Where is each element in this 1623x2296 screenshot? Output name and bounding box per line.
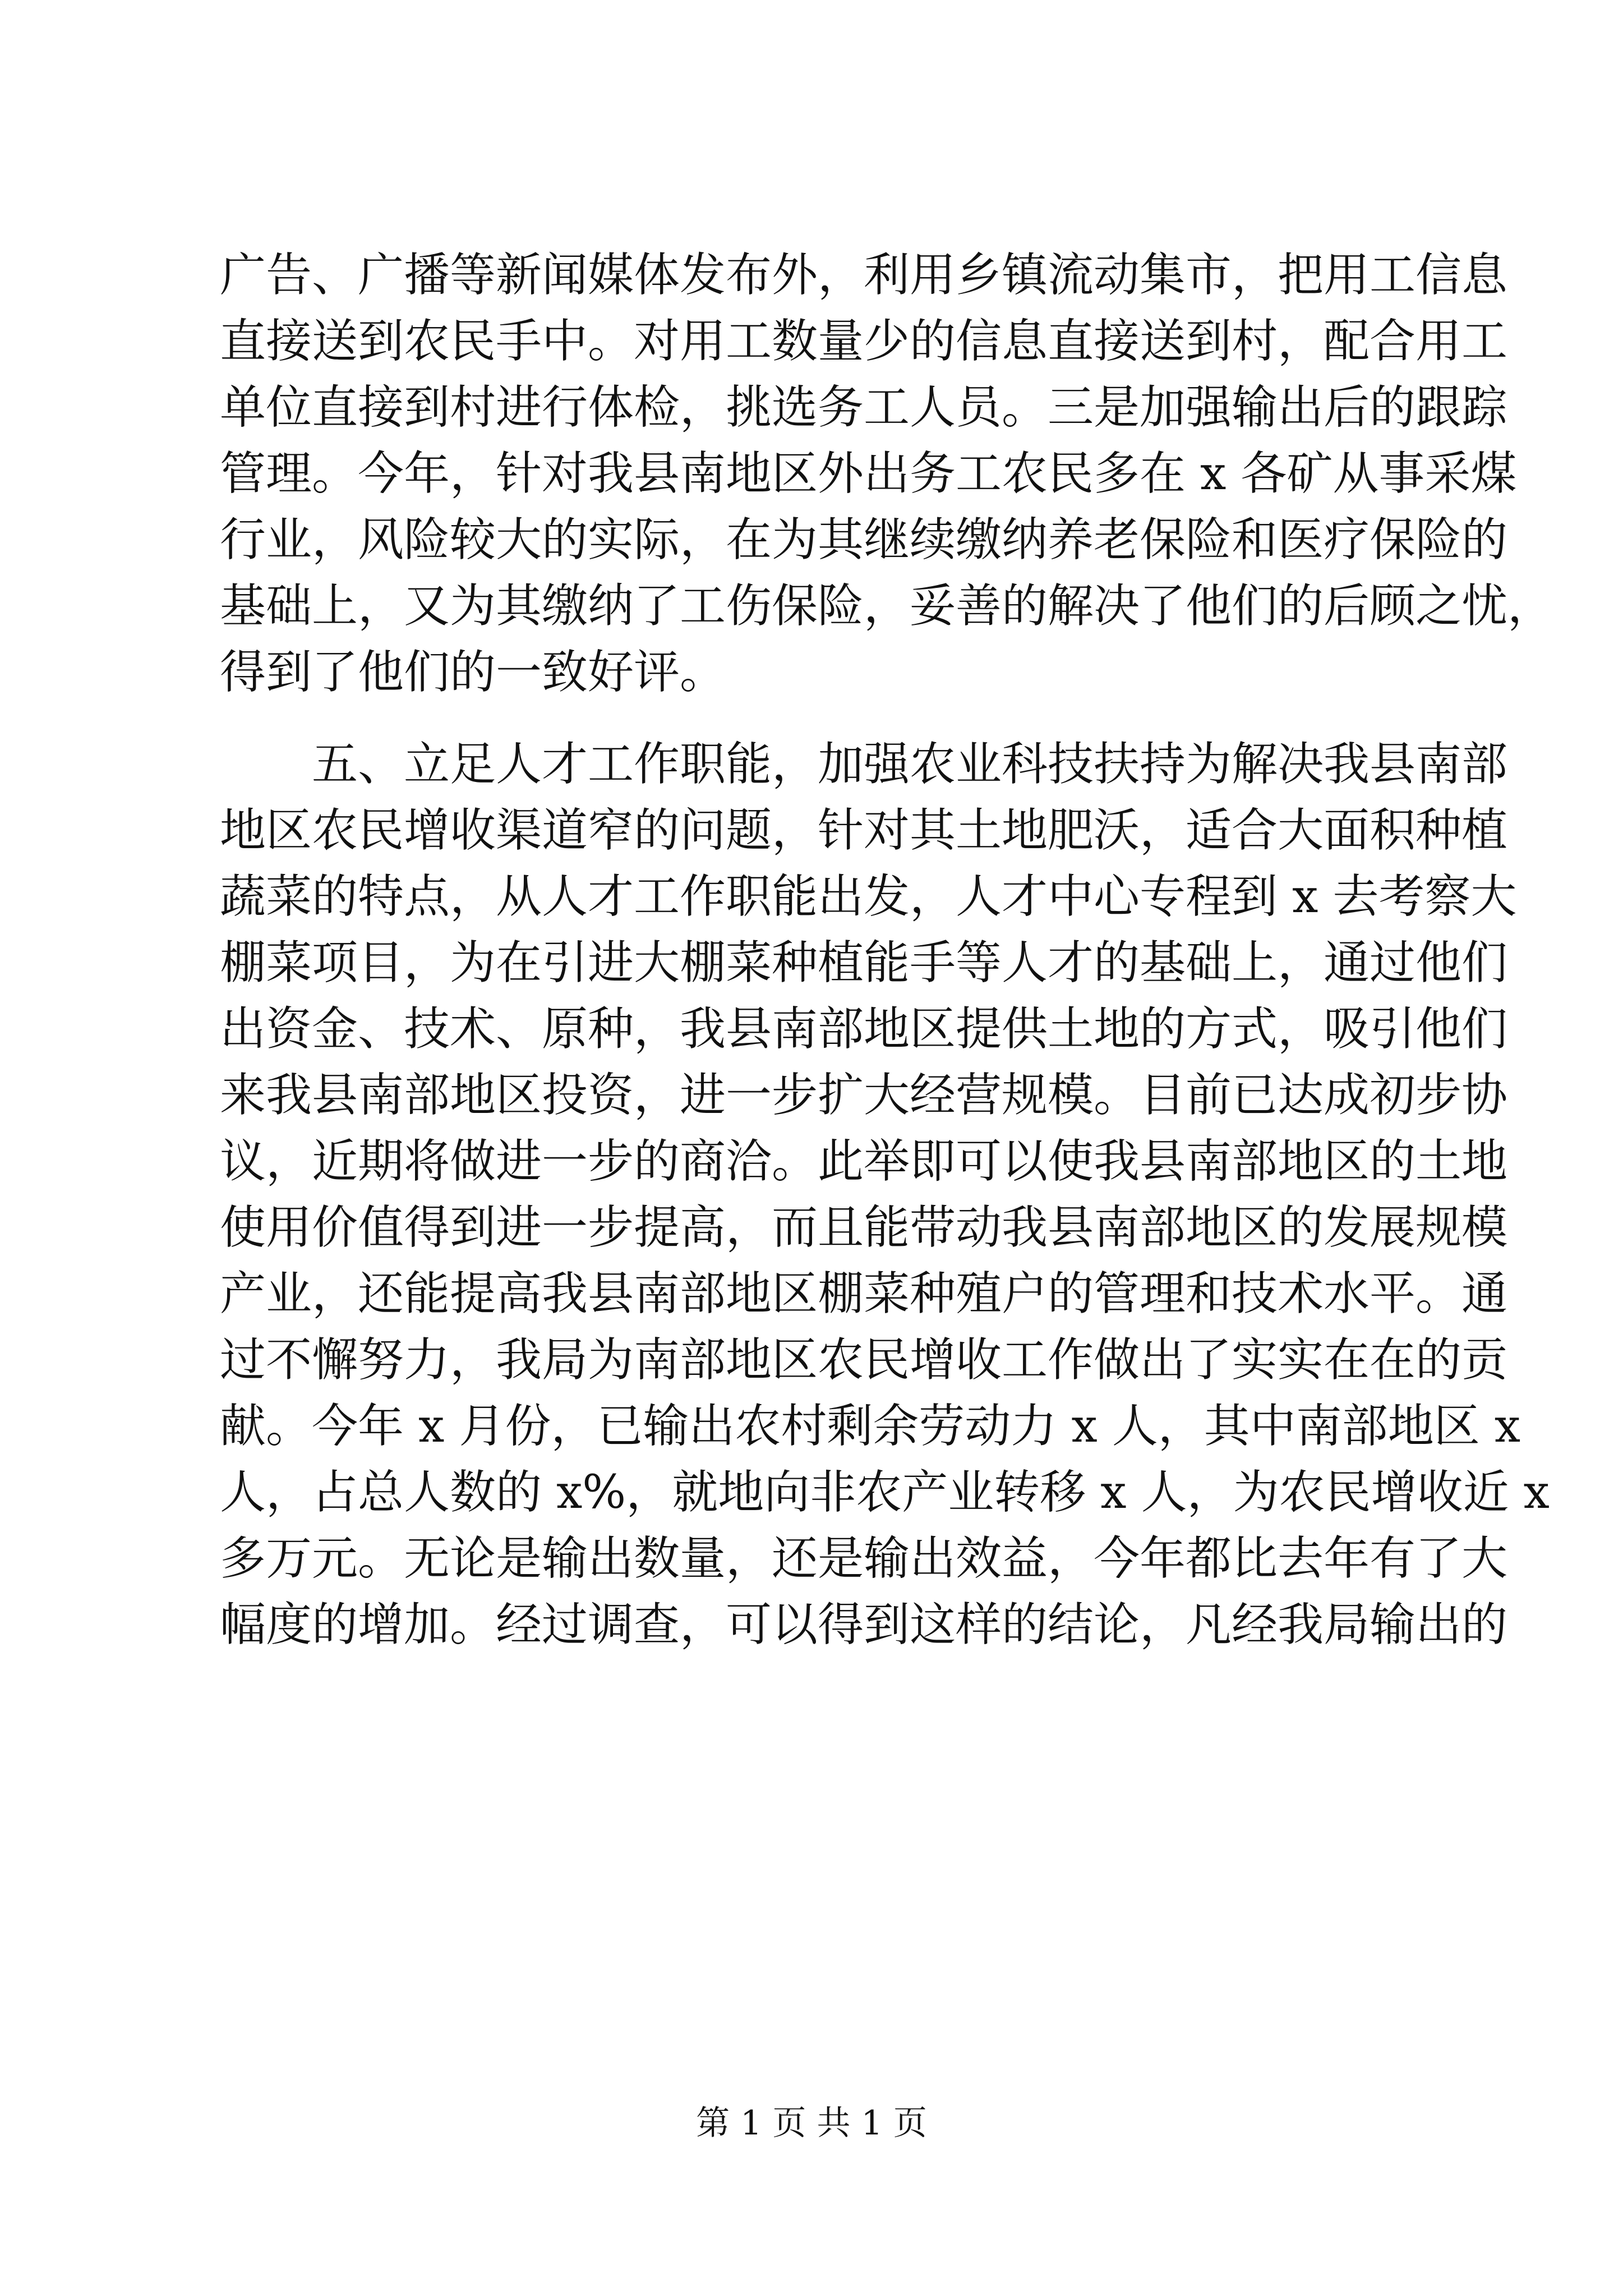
- text-line: 单位直接到村进行体检，挑选务工人员。三是加强输出后的跟踪: [220, 381, 1508, 434]
- text-line: 多万元。无论是输出数量，还是输出效益，今年都比去年有了大: [220, 1532, 1508, 1585]
- body-text: [220, 242, 1554, 1658]
- text-line: 棚菜项目，为在引进大棚菜种植能手等人才的基础上，通过他们: [220, 936, 1508, 990]
- text-line: 过不懈努力，我局为南部地区农民增收工作做出了实实在在的贡: [220, 1333, 1508, 1387]
- text-line: 蔬菜的特点，从人才工作职能出发，人才中心专程到 x 去考察大: [220, 870, 1517, 923]
- text-line: 直接送到农民手中。对用工数量少的信息直接送到村，配合用工: [220, 315, 1508, 368]
- text-line: 产业，还能提高我县南部地区棚菜种殖户的管理和技术水平。通: [220, 1267, 1508, 1320]
- text-line: 使用价值得到进一步提高，而且能带动我县南部地区的发展规模: [220, 1201, 1508, 1254]
- text-line: 献。今年 x 月份，已输出农村剩余劳动力 x 人，其中南部地区 x: [220, 1400, 1521, 1453]
- text-line: 基础上，又为其缴纳了工伤保险，妥善的解决了他们的后顾之忧，: [220, 579, 1554, 633]
- text-line: 来我县南部地区投资，进一步扩大经营规模。目前已达成初步协: [220, 1069, 1508, 1122]
- paragraph-gap: [220, 706, 1420, 731]
- text-line: 行业，风险较大的实际，在为其继续缴纳养老保险和医疗保险的: [220, 513, 1508, 567]
- text-line: 幅度的增加。经过调查，可以得到这样的结论，凡经我局输出的: [220, 1598, 1508, 1651]
- text-line: 管理。今年，针对我县南地区外出务工农民多在 x 各矿从事采煤: [220, 447, 1517, 500]
- text-line: 得到了他们的一致好评。: [220, 646, 726, 699]
- text-line: 议，近期将做进一步的商洽。此举即可以使我县南部地区的土地: [220, 1135, 1508, 1188]
- text-line: 五、立足人才工作职能，加强农业科技扶持为解决我县南部: [220, 738, 1508, 791]
- text-line: 地区农民增收渠道窄的问题，针对其土地肥沃，适合大面积种植: [220, 804, 1508, 857]
- text-line: 人，占总人数的 x%，就地向非农产业转移 x 人，为农民增收近 x: [220, 1466, 1550, 1519]
- text-line: 广告、广播等新闻媒体发布外，利用乡镇流动集市，把用工信息: [220, 249, 1508, 302]
- text-line: 出资金、技术、原种，我县南部地区提供土地的方式，吸引他们: [220, 1002, 1508, 1056]
- page-footer: 第 1 页 共 1 页: [696, 2104, 927, 2143]
